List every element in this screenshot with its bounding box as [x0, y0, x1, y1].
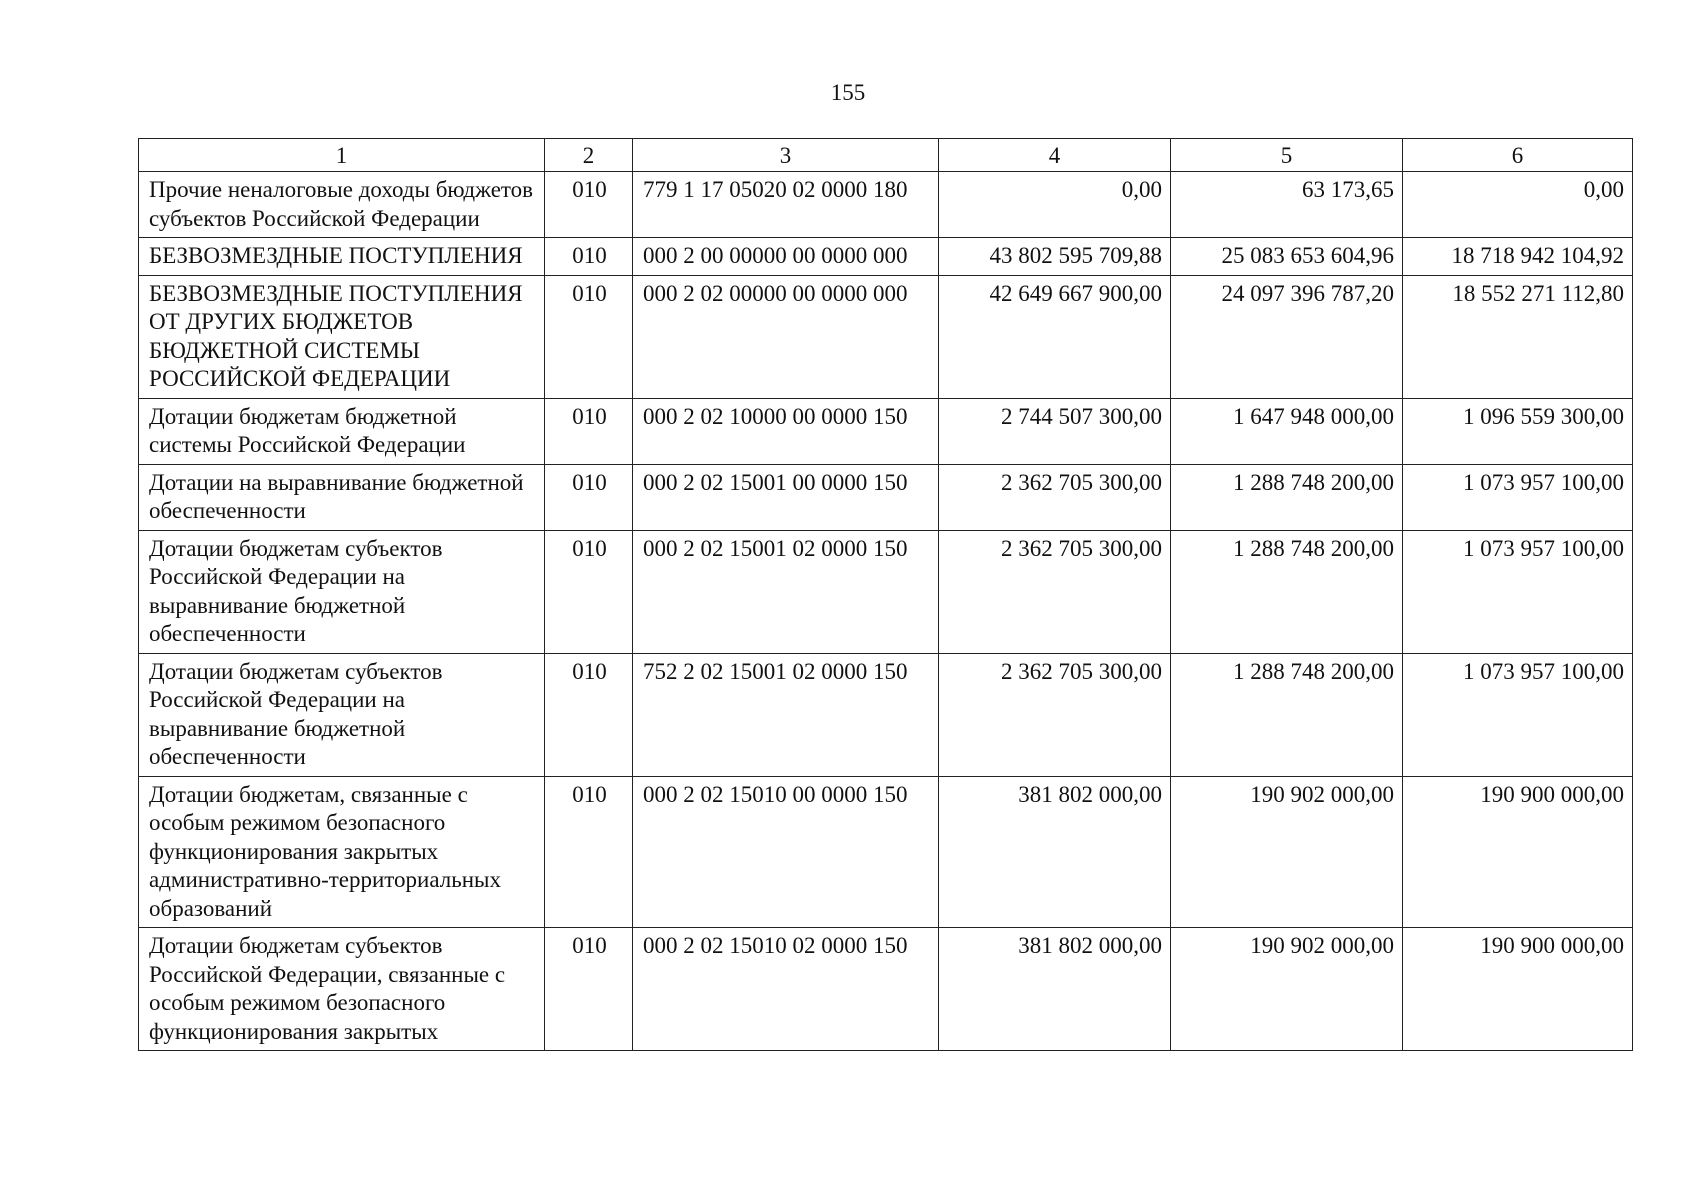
row-col6: 1 073 957 100,00	[1403, 464, 1633, 530]
row-col6: 0,00	[1403, 172, 1633, 238]
row-col4: 43 802 595 709,88	[939, 238, 1171, 276]
row-col4: 42 649 667 900,00	[939, 275, 1171, 398]
row-col4: 381 802 000,00	[939, 776, 1171, 928]
column-header-4: 4	[939, 139, 1171, 172]
row-col4: 2 744 507 300,00	[939, 398, 1171, 464]
row-kbk: 000 2 02 10000 00 0000 150	[633, 398, 939, 464]
row-code: 010	[545, 238, 633, 276]
table-row	[139, 275, 1633, 398]
row-col5: 1 288 748 200,00	[1171, 530, 1403, 653]
row-col5: 1 647 948 000,00	[1171, 398, 1403, 464]
row-col4: 2 362 705 300,00	[939, 464, 1171, 530]
row-kbk: 000 2 02 15010 00 0000 150	[633, 776, 939, 928]
row-col4: 381 802 000,00	[939, 928, 1171, 1051]
row-kbk: 000 2 02 00000 00 0000 000	[633, 275, 939, 398]
row-kbk: 000 2 02 15001 00 0000 150	[633, 464, 939, 530]
row-col6: 190 900 000,00	[1403, 776, 1633, 928]
budget-table	[138, 138, 1633, 1051]
column-header-6: 6	[1403, 139, 1633, 172]
row-name: Дотации на выравнивание бюджетной обеспеченности	[139, 464, 545, 530]
row-name: Дотации бюджетам бюджетной системы Российской Федерации	[139, 398, 545, 464]
table-row	[139, 928, 1633, 1051]
table-row	[139, 653, 1633, 776]
row-kbk: 000 2 02 15001 02 0000 150	[633, 530, 939, 653]
row-code: 010	[545, 398, 633, 464]
row-kbk: 000 2 00 00000 00 0000 000	[633, 238, 939, 276]
row-col5: 1 288 748 200,00	[1171, 464, 1403, 530]
row-code: 010	[545, 928, 633, 1051]
column-header-5: 5	[1171, 139, 1403, 172]
row-code: 010	[545, 653, 633, 776]
row-col4: 0,00	[939, 172, 1171, 238]
column-header-2: 2	[545, 139, 633, 172]
row-name: Прочие неналоговые доходы бюджетов субъектов Российской Федерации	[139, 172, 545, 238]
row-name: БЕЗВОЗМЕЗДНЫЕ ПОСТУПЛЕНИЯ	[139, 238, 545, 276]
row-code: 010	[545, 172, 633, 238]
row-name: Дотации бюджетам субъектов Российской Федерации, связанные с особым режимом безопасного функционирования закрытых	[139, 928, 545, 1051]
row-name: Дотации бюджетам субъектов Российской Федерации на выравнивание бюджетной обеспеченности	[139, 530, 545, 653]
row-kbk: 779 1 17 05020 02 0000 180	[633, 172, 939, 238]
row-col5: 1 288 748 200,00	[1171, 653, 1403, 776]
row-col5: 190 902 000,00	[1171, 928, 1403, 1051]
row-code: 010	[545, 464, 633, 530]
table-row	[139, 172, 1633, 238]
row-col6: 18 552 271 112,80	[1403, 275, 1633, 398]
table-row	[139, 464, 1633, 530]
column-header-1: 1	[139, 139, 545, 172]
row-col4: 2 362 705 300,00	[939, 530, 1171, 653]
row-col4: 2 362 705 300,00	[939, 653, 1171, 776]
table-row	[139, 530, 1633, 653]
row-name: БЕЗВОЗМЕЗДНЫЕ ПОСТУПЛЕНИЯ ОТ ДРУГИХ БЮДЖЕТОВ БЮДЖЕТНОЙ СИСТЕМЫ РОССИЙСКОЙ ФЕДЕРАЦИИ	[139, 275, 545, 398]
row-kbk: 752 2 02 15001 02 0000 150	[633, 653, 939, 776]
table-row	[139, 776, 1633, 928]
page-number: 155	[830, 80, 866, 105]
row-col6: 190 900 000,00	[1403, 928, 1633, 1051]
row-name: Дотации бюджетам субъектов Российской Федерации на выравнивание бюджетной обеспеченности	[139, 653, 545, 776]
row-col5: 63 173,65	[1171, 172, 1403, 238]
row-name: Дотации бюджетам, связанные с особым режимом безопасного функционирования закрытых административно-территориальных образований	[139, 776, 545, 928]
row-code: 010	[545, 776, 633, 928]
row-col6: 1 096 559 300,00	[1403, 398, 1633, 464]
table-header-row	[139, 139, 1633, 172]
column-header-3: 3	[633, 139, 939, 172]
row-col6: 1 073 957 100,00	[1403, 653, 1633, 776]
row-col6: 1 073 957 100,00	[1403, 530, 1633, 653]
row-code: 010	[545, 530, 633, 653]
row-col5: 24 097 396 787,20	[1171, 275, 1403, 398]
row-col6: 18 718 942 104,92	[1403, 238, 1633, 276]
table-row	[139, 398, 1633, 464]
row-col5: 190 902 000,00	[1171, 776, 1403, 928]
row-col5: 25 083 653 604,96	[1171, 238, 1403, 276]
row-code: 010	[545, 275, 633, 398]
row-kbk: 000 2 02 15010 02 0000 150	[633, 928, 939, 1051]
table-row	[139, 238, 1633, 276]
